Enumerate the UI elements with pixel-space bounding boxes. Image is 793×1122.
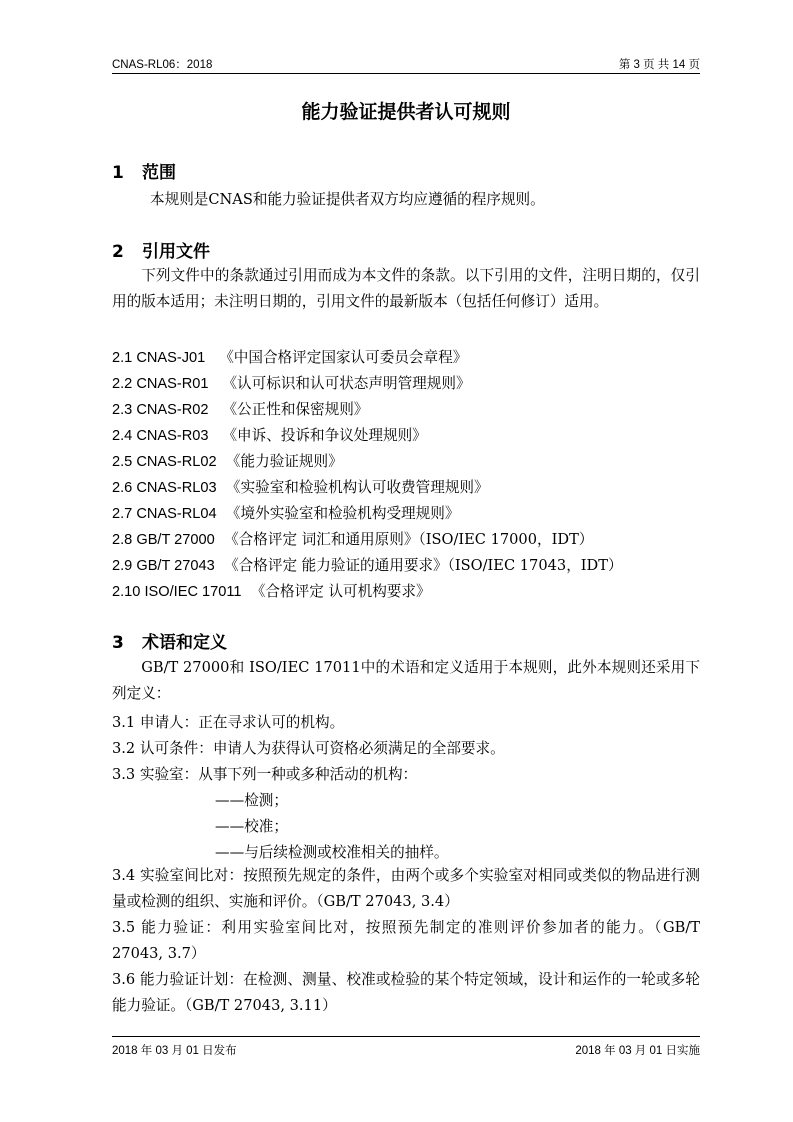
reference-title: 《认可标识和认可状态声明管理规则》 [222,375,471,392]
reference-number: 2.8 GB/T 27000 [112,532,215,548]
section-3-intro: GB/T 27000和 ISO/IEC 17011中的术语和定义适用于本规则，此外本规则还采用下列定义： [112,659,700,702]
reference-number: 2.3 CNAS-R02 [112,402,209,418]
reference-number: 2.9 GB/T 27043 [112,558,215,574]
reference-item [112,346,467,367]
section-1-text: 本规则是CNAS和能力验证提供者双方均应遵循的程序规则。 [150,191,545,208]
section-heading-1 [112,158,176,183]
definition-3-3-item: ——检测； [215,792,288,809]
reference-item [112,424,427,445]
reference-item [112,528,593,549]
reference-title: 《申诉、投诉和争议处理规则》 [222,427,427,444]
reference-number: 2.7 CNAS-RL04 [112,506,217,522]
reference-title: 《合格评定 词汇和通用原则》（ISO/IEC 17000，IDT） [224,531,594,548]
reference-number: 2.4 CNAS-R03 [112,428,209,444]
section-heading-3 [112,628,227,653]
section-title: 术语和定义 [142,633,227,653]
reference-number: 2.10 ISO/IEC 17011 [112,584,242,600]
definition-3-2: 3.2 认可条件：申请人为获得认可资格必须满足的全部要求。 [112,740,505,757]
section-heading-2 [112,237,210,262]
definition-3-4: 3.4 实验室间比对：按照预先规定的条件，由两个或多个实验室对相同或类似的物品进行测量或检测的组织、实施和评价。（GB/T 27043, 3.4） [112,867,700,910]
section-number: 3 [112,633,124,653]
reference-title: 《公正性和保密规则》 [222,401,369,418]
page-info: 第 3 页 共 14 页 [618,59,700,71]
section-number: 1 [112,163,124,183]
page-footer [112,1036,700,1059]
document-title: 能力验证提供者认可规则 [301,101,511,123]
section-2-intro: 下列文件中的条款通过引用而成为本文件的条款。以下引用的文件，注明日期的，仅引用的版本适用；未注明日期的，引用文件的最新版本（包括任何修订）适用。 [112,267,700,310]
reference-title: 《能力验证规则》 [225,453,343,470]
definition-3-3: 3.3 实验室：从事下列一种或多种活动的机构： [112,766,418,783]
page-header [112,55,700,74]
reference-title: 《中国合格评定国家认可委员会章程》 [219,349,468,366]
reference-item [112,554,623,575]
reference-item [112,450,343,471]
reference-title: 《合格评定 能力验证的通用要求》（ISO/IEC 17043，IDT） [224,557,623,574]
doc-code: CNAS-RL06：2018 [112,59,213,71]
issue-date: 2018 年 03 月 01 日发布 [112,1045,237,1057]
reference-number: 2.2 CNAS-R01 [112,376,209,392]
reference-number: 2.1 CNAS-J01 [112,350,206,366]
definition-3-5: 3.5 能力验证：利用实验室间比对，按照预先制定的准则评价参加者的能力。（GB/T 27043, 3.7） [112,919,700,962]
reference-title: 《实验室和检验机构认可收费管理规则》 [225,479,489,496]
reference-item [112,372,471,393]
reference-title: 《合格评定 认可机构要求》 [250,583,431,600]
definition-3-1: 3.1 申请人：正在寻求认可的机构。 [112,714,345,731]
reference-item [112,398,368,419]
section-title: 范围 [142,163,176,183]
reference-item [112,502,459,523]
reference-item [112,476,489,497]
section-title: 引用文件 [142,242,210,262]
reference-title: 《境外实验室和检验机构受理规则》 [225,505,460,522]
effective-date: 2018 年 03 月 01 日实施 [575,1045,700,1057]
reference-number: 2.6 CNAS-RL03 [112,480,217,496]
definition-3-3-item: ——与后续检测或校准相关的抽样。 [215,844,449,861]
reference-item [112,580,431,601]
reference-number: 2.5 CNAS-RL02 [112,454,217,470]
section-number: 2 [112,242,124,262]
definition-3-6: 3.6 能力验证计划：在检测、测量、校准或检验的某个特定领域，设计和运作的一轮或多轮能力验证。（GB/T 27043, 3.11） [112,971,700,1014]
definition-3-3-item: ——校准； [215,818,288,835]
